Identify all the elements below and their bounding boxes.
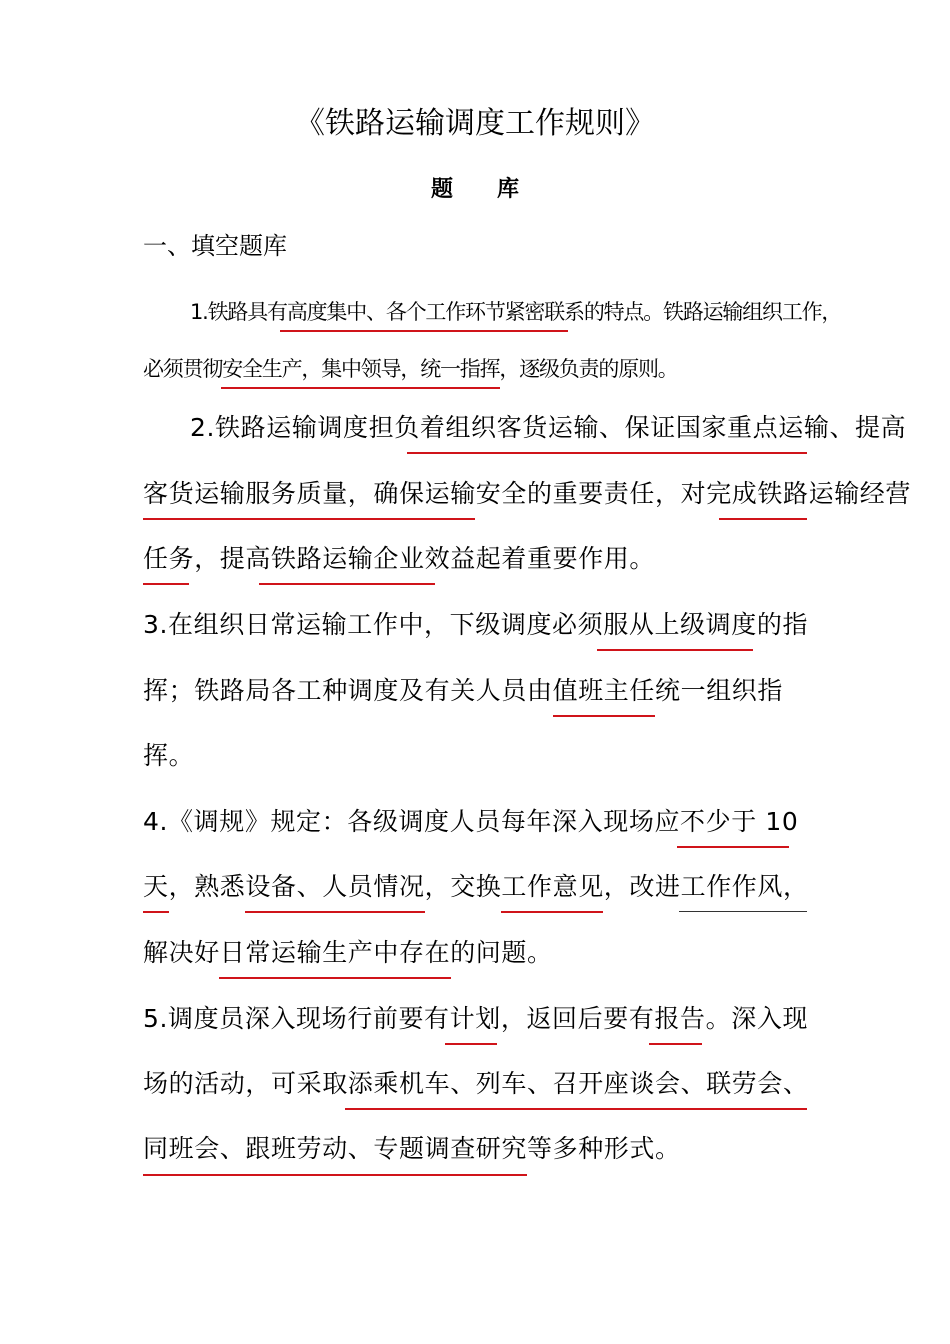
answer-underline	[677, 846, 789, 848]
answer-underline	[143, 518, 475, 520]
q3-line-3: 挥。	[143, 741, 195, 770]
q1-line-2: 必须贯彻安全生产，集中领导，统一指挥，逐级负责的原则。	[143, 357, 678, 381]
answer-underline	[679, 911, 807, 912]
q4-line-2: 天，熟悉设备、人员情况，交换工作意见，改进工作作风，	[143, 872, 809, 901]
answer-underline	[245, 911, 425, 913]
q5-line-3: 同班会、跟班劳动、专题调查研究等多种形式。	[143, 1134, 681, 1163]
q2-line-2: 客货运输服务质量，确保运输安全的重要责任，对完成铁路运输经营	[143, 479, 912, 508]
answer-underline	[345, 1108, 807, 1110]
document-subtitle: 题库	[430, 176, 563, 202]
q5-line-1: 5.调度员深入现场行前要有计划，返回后要有报告。深入现	[143, 1004, 809, 1033]
answer-underline	[445, 1043, 497, 1045]
q4-line-3: 解决好日常运输生产中存在的问题。	[143, 938, 553, 967]
q1-line-1: 1.铁路具有高度集中、各个工作环节紧密联系的特点。铁路运输组织工作，	[190, 300, 842, 324]
q5-line-2: 场的活动，可采取添乘机车、列车、召开座谈会、联劳会、	[143, 1069, 809, 1098]
answer-underline	[501, 911, 603, 913]
q3-line-1: 3.在组织日常运输工作中，下级调度必须服从上级调度的指	[143, 610, 809, 639]
answer-underline	[143, 1174, 527, 1176]
answer-underline	[259, 583, 435, 585]
section-heading: 一、填空题库	[143, 232, 287, 260]
answer-underline	[221, 387, 500, 389]
answer-underline	[719, 518, 807, 520]
q4-line-1: 4.《调规》规定：各级调度人员每年深入现场应不少于 10	[143, 807, 799, 836]
answer-underline	[597, 649, 753, 651]
answer-underline	[280, 330, 568, 332]
q2-line-3: 任务，提高铁路运输企业效益起着重要作用。	[143, 544, 656, 573]
q2-line-1: 2.铁路运输调度担负着组织客货运输、保证国家重点运输、提高	[190, 413, 907, 442]
answer-underline	[649, 1043, 702, 1045]
answer-underline	[219, 977, 451, 979]
answer-underline	[143, 583, 189, 585]
document-title: 《铁路运输调度工作规则》	[295, 106, 655, 141]
answer-underline	[407, 452, 807, 454]
q3-line-2: 挥；铁路局各工种调度及有关人员由值班主任统一组织指	[143, 676, 784, 705]
answer-underline	[553, 715, 655, 717]
answer-underline	[143, 911, 169, 913]
